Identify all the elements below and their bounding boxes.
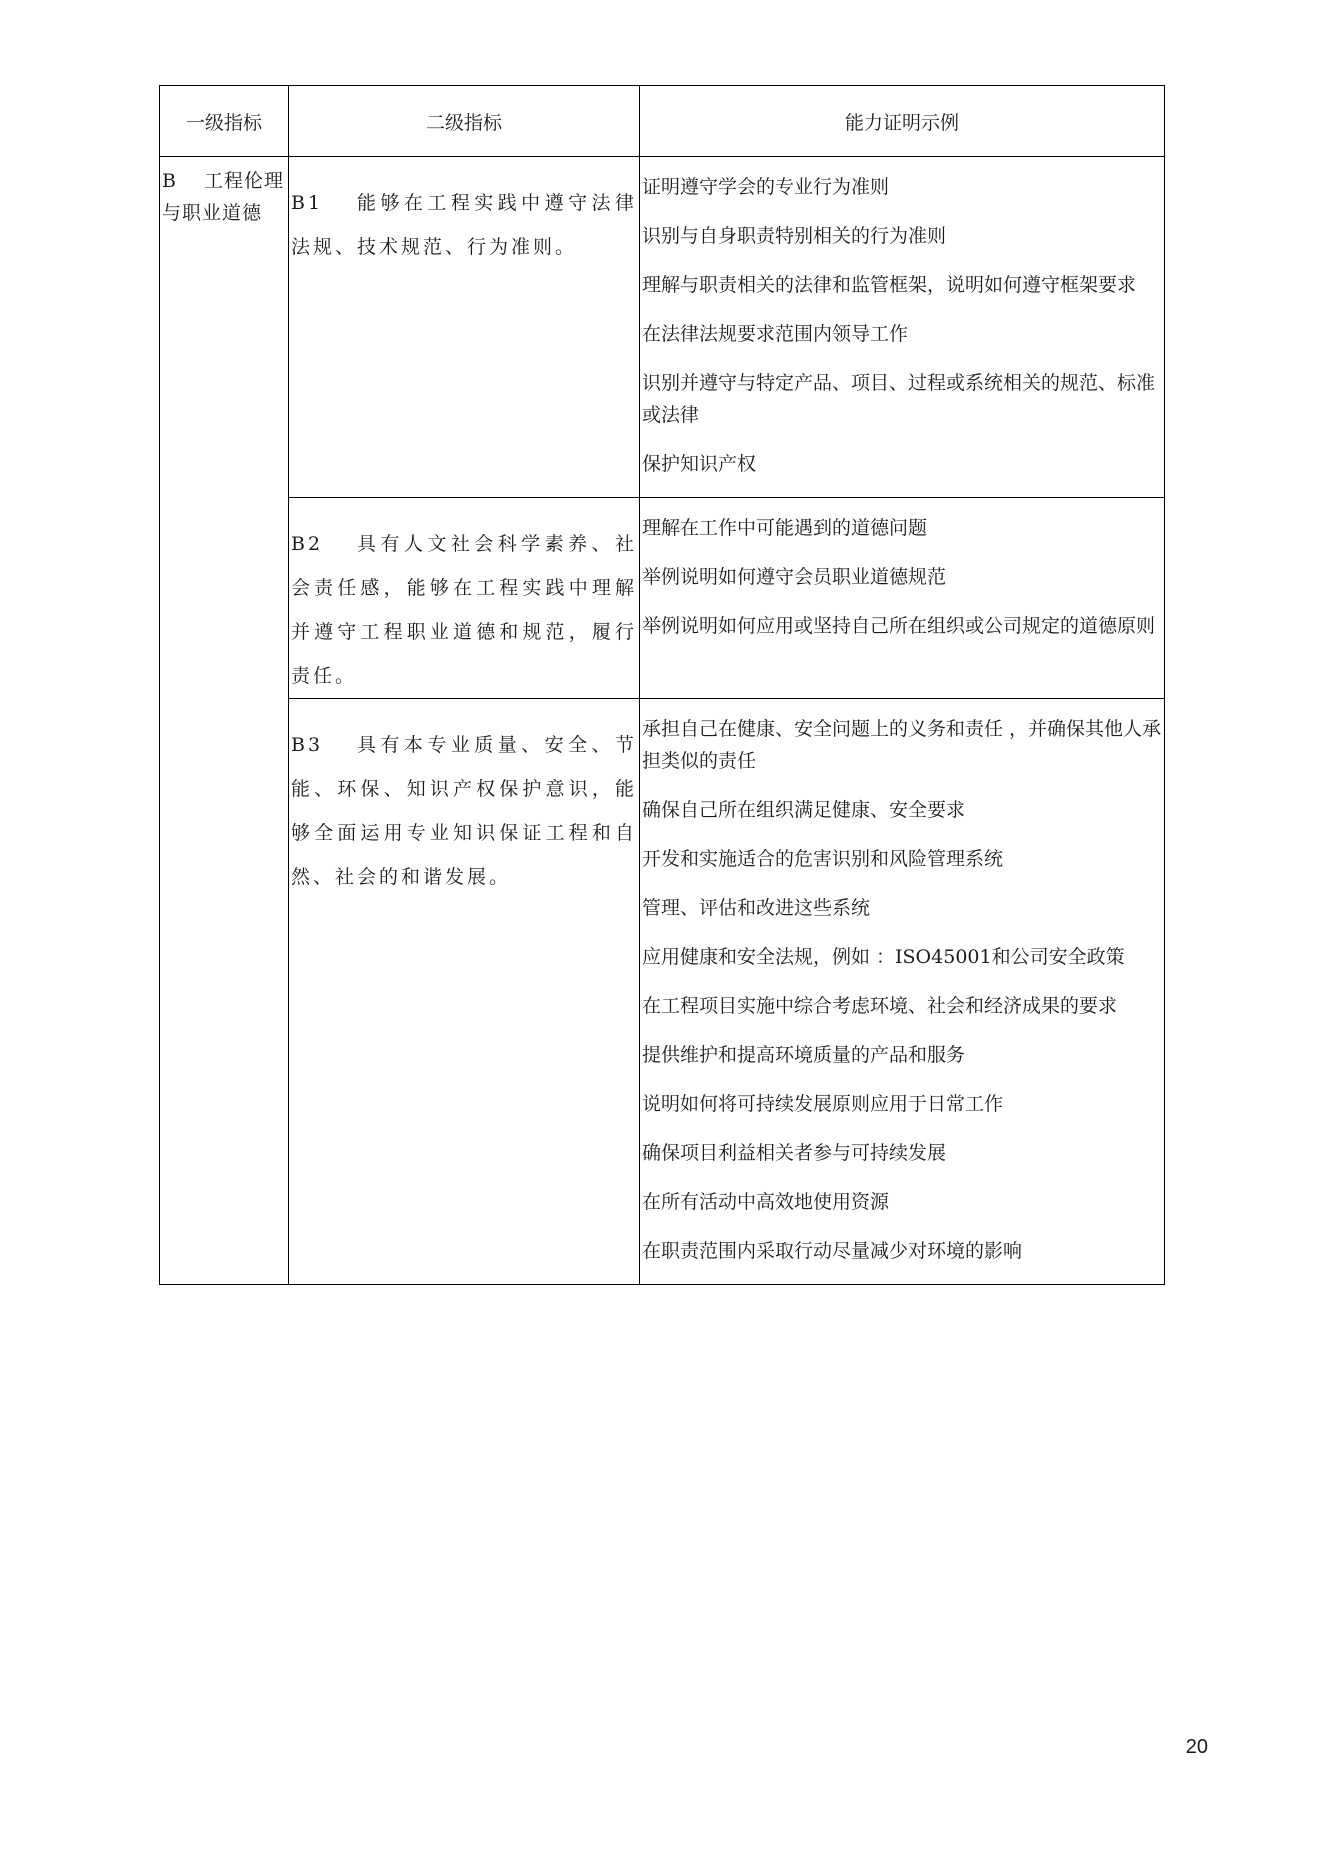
list-item: 开发和实施适合的危害识别和风险管理系统	[642, 848, 1004, 870]
list-item: 确保自己所在组织满足健康、安全要求	[642, 799, 966, 821]
examples-cell	[640, 157, 1165, 498]
level1-cell	[160, 157, 289, 1285]
page-number: 20	[1185, 1736, 1208, 1758]
header-examples: 能力证明示例	[640, 86, 1165, 157]
list-item: 应用健康和安全法规，例如 ：ISO45001和公司安全政策	[642, 946, 1125, 968]
list-item: 举例说明如何遵守会员职业道德规范	[642, 566, 947, 588]
level2-cell	[289, 157, 640, 498]
level2-indicator-b1: B1 能够在工程实践中遵守法律法规、技术规范、行为准则。	[291, 192, 637, 258]
list-item: 识别并遵守与特定产品、项目、过程或系统相关的规范、标准或法律	[642, 372, 1156, 426]
list-item: 理解在工作中可能遇到的道德问题	[642, 517, 928, 539]
examples-list-b2	[640, 498, 1164, 642]
examples-cell	[640, 498, 1165, 699]
indicator-table	[159, 85, 1165, 1285]
examples-list-b3	[640, 699, 1164, 1267]
table-row	[160, 157, 1165, 498]
table-row	[160, 699, 1165, 1285]
header-level2: 二级指标	[289, 86, 640, 157]
list-item: 识别与自身职责特别相关的行为准则	[642, 225, 947, 247]
table-row	[160, 498, 1165, 699]
list-item: 管理、评估和改进这些系统	[642, 897, 871, 919]
level2-indicator-b3: B3 具有本专业质量、安全、节能、环保、知识产权保护意识，能够全面运用专业知识保证工程和自然、社会的和谐发展。	[291, 734, 637, 888]
list-item: 理解与职责相关的法律和监管框架，说明如何遵守框架要求	[642, 274, 1137, 296]
list-item: 保护知识产权	[642, 453, 757, 475]
list-item: 说明如何将可持续发展原则应用于日常工作	[642, 1093, 1004, 1115]
list-item: 承担自己在健康、安全问题上的义务和责任 ，并确保其他人承担类似的责任	[642, 718, 1162, 772]
list-item: 提供维护和提高环境质量的产品和服务	[642, 1044, 966, 1066]
examples-cell	[640, 699, 1165, 1285]
level2-cell	[289, 498, 640, 699]
list-item: 在法律法规要求范围内领导工作	[642, 323, 909, 345]
list-item: 在工程项目实施中综合考虑环境、社会和经济成果的要求	[642, 995, 1118, 1017]
list-item: 举例说明如何应用或坚持自己所在组织或公司规定的道德原则	[642, 615, 1156, 637]
list-item: 证明遵守学会的专业行为准则	[642, 176, 890, 198]
level2-cell	[289, 699, 640, 1285]
list-item: 确保项目利益相关者参与可持续发展	[642, 1142, 947, 1164]
list-item: 在所有活动中高效地使用资源	[642, 1191, 890, 1213]
level2-indicator-b2: B2 具有人文社会科学素养、社会责任感，能够在工程实践中理解并遵守工程职业道德和规范，履行责任。	[291, 533, 637, 687]
header-level1: 一级指标	[160, 86, 289, 157]
level1-indicator: B 工程伦理与职业道德	[162, 170, 285, 224]
list-item: 在职责范围内采取行动尽量减少对环境的影响	[642, 1240, 1023, 1262]
examples-list-b1	[640, 157, 1164, 480]
table-header-row	[160, 86, 1165, 157]
